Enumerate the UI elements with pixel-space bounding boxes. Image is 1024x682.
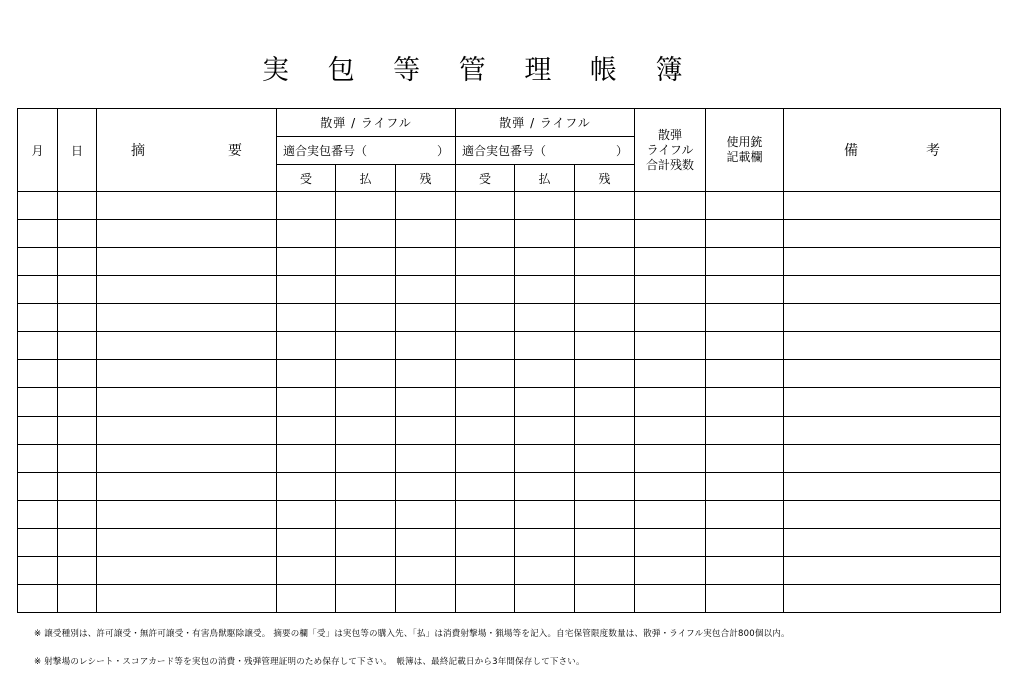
cell-balance-1[interactable] — [396, 444, 456, 472]
table-row — [18, 500, 1001, 528]
cell-remarks[interactable] — [784, 192, 1001, 220]
cell-day[interactable] — [58, 444, 97, 472]
cell-pay-1[interactable] — [336, 472, 396, 500]
cell-balance-1[interactable] — [396, 332, 456, 360]
cell-summary[interactable] — [97, 192, 277, 220]
cell-receive-2[interactable] — [456, 556, 515, 584]
cell-receive-2[interactable] — [456, 332, 515, 360]
cell-pay-1[interactable] — [336, 304, 396, 332]
cell-receive-2[interactable] — [456, 248, 515, 276]
cell-balance-2[interactable] — [575, 416, 635, 444]
table-row — [18, 304, 1001, 332]
cell-balance-1[interactable] — [396, 416, 456, 444]
note-2: ※ 射撃場のレシート・スコアカード等を実包の消費・残弾管理証明のため保存して下さい。 帳簿は、最終記載日から3年間保存して下さい。 — [34, 657, 585, 667]
header-total-remaining: 散弾 ライフル 合計残数 — [635, 109, 706, 192]
cell-gun-used[interactable] — [706, 220, 784, 248]
cell-balance-2[interactable] — [575, 276, 635, 304]
cell-gun-used[interactable] — [706, 556, 784, 584]
cell-gun-used[interactable] — [706, 248, 784, 276]
ledger-title: 実 包 等 管 理 帳 簿 — [262, 55, 698, 86]
cell-balance-1[interactable] — [396, 192, 456, 220]
cell-pay-2[interactable] — [515, 500, 575, 528]
cell-receive-1[interactable] — [277, 360, 336, 388]
cell-remarks[interactable] — [784, 556, 1001, 584]
cell-summary[interactable] — [97, 556, 277, 584]
cell-receive-1[interactable] — [277, 276, 336, 304]
cell-remarks[interactable] — [784, 472, 1001, 500]
table-row — [18, 556, 1001, 584]
cell-receive-2[interactable] — [456, 388, 515, 416]
cell-receive-1[interactable] — [277, 500, 336, 528]
header-receive-2: 受 — [456, 165, 515, 192]
cell-receive-1[interactable] — [277, 584, 336, 612]
cell-total-remaining[interactable] — [635, 360, 706, 388]
cell-gun-used[interactable] — [706, 360, 784, 388]
header-balance-2: 残 — [575, 165, 635, 192]
cell-total-remaining[interactable] — [635, 584, 706, 612]
cell-receive-1[interactable] — [277, 220, 336, 248]
header-summary — [97, 109, 277, 192]
cell-day[interactable] — [58, 500, 97, 528]
cell-balance-1[interactable] — [396, 500, 456, 528]
cell-day[interactable] — [58, 220, 97, 248]
cell-total-remaining[interactable] — [635, 416, 706, 444]
cell-remarks[interactable] — [784, 528, 1001, 556]
cell-pay-1[interactable] — [336, 220, 396, 248]
cell-receive-1[interactable] — [277, 304, 336, 332]
header-group-2: 散弾 / ライフル — [456, 109, 635, 137]
cell-summary[interactable] — [97, 248, 277, 276]
cell-balance-1[interactable] — [396, 360, 456, 388]
compatible-1-label: 適合実包番号（ — [283, 144, 368, 158]
cell-month[interactable] — [18, 248, 58, 276]
header-group-1: 散弾 / ライフル — [277, 109, 456, 137]
header-compatible-2 — [456, 137, 635, 165]
cell-balance-1[interactable] — [396, 584, 456, 612]
cell-pay-1[interactable] — [336, 556, 396, 584]
cell-total-remaining[interactable] — [635, 220, 706, 248]
cell-total-remaining[interactable] — [635, 388, 706, 416]
cell-total-remaining[interactable] — [635, 332, 706, 360]
cell-gun-used[interactable] — [706, 528, 784, 556]
cell-receive-1[interactable] — [277, 192, 336, 220]
cell-gun-used[interactable] — [706, 416, 784, 444]
cell-receive-1[interactable] — [277, 248, 336, 276]
compatible-2-label: 適合実包番号（ — [462, 144, 547, 158]
cell-gun-used[interactable] — [706, 388, 784, 416]
cell-month[interactable] — [18, 444, 58, 472]
cell-day[interactable] — [58, 556, 97, 584]
cell-summary[interactable] — [97, 472, 277, 500]
cell-balance-2[interactable] — [575, 556, 635, 584]
cell-pay-2[interactable] — [515, 220, 575, 248]
cell-month[interactable] — [18, 388, 58, 416]
header-day: 日 — [58, 109, 97, 192]
cell-pay-2[interactable] — [515, 528, 575, 556]
cell-receive-2[interactable] — [456, 276, 515, 304]
cell-receive-1[interactable] — [277, 528, 336, 556]
header-remarks — [784, 109, 1001, 192]
cell-receive-2[interactable] — [456, 500, 515, 528]
cell-month[interactable] — [18, 528, 58, 556]
cell-month[interactable] — [18, 360, 58, 388]
header-compatible-1 — [277, 137, 456, 165]
cell-balance-1[interactable] — [396, 528, 456, 556]
cell-total-remaining[interactable] — [635, 248, 706, 276]
cell-summary[interactable] — [97, 500, 277, 528]
cell-balance-2[interactable] — [575, 332, 635, 360]
table-row — [18, 472, 1001, 500]
cell-pay-2[interactable] — [515, 332, 575, 360]
cell-receive-1[interactable] — [277, 472, 336, 500]
cell-balance-1[interactable] — [396, 304, 456, 332]
header-remarks-right: 考 — [926, 143, 940, 159]
table-row — [18, 192, 1001, 220]
ledger-body — [18, 192, 1001, 613]
cell-receive-2[interactable] — [456, 472, 515, 500]
cell-pay-2[interactable] — [515, 304, 575, 332]
table-row — [18, 276, 1001, 304]
table-row — [18, 360, 1001, 388]
cell-total-remaining[interactable] — [635, 472, 706, 500]
cell-total-remaining[interactable] — [635, 304, 706, 332]
cell-month[interactable] — [18, 304, 58, 332]
cell-receive-2[interactable] — [456, 444, 515, 472]
cell-receive-1[interactable] — [277, 556, 336, 584]
cell-remarks[interactable] — [784, 248, 1001, 276]
cell-balance-1[interactable] — [396, 556, 456, 584]
cell-total-remaining[interactable] — [635, 528, 706, 556]
cell-remarks[interactable] — [784, 584, 1001, 612]
table-row — [18, 332, 1001, 360]
cell-receive-2[interactable] — [456, 528, 515, 556]
header-summary-right: 要 — [228, 143, 242, 159]
cell-pay-1[interactable] — [336, 332, 396, 360]
cell-balance-2[interactable] — [575, 388, 635, 416]
compatible-2-close: ） — [615, 144, 628, 158]
cell-receive-2[interactable] — [456, 360, 515, 388]
cell-month[interactable] — [18, 556, 58, 584]
cell-receive-1[interactable] — [277, 444, 336, 472]
cell-remarks[interactable] — [784, 416, 1001, 444]
note-1: ※ 譲受種別は、許可譲受・無許可譲受・有害鳥獣駆除譲受。 摘要の欄「受」は実包等の購入先、「払」は消費射撃場・猟場等を記入。自宅保管限度数量は、散弾・ライフル実包合計800個以内。 — [34, 629, 790, 639]
table-row — [18, 220, 1001, 248]
cell-total-remaining[interactable] — [635, 500, 706, 528]
header-remarks-left: 備 — [844, 143, 858, 159]
cell-month[interactable] — [18, 584, 58, 612]
cell-pay-2[interactable] — [515, 192, 575, 220]
table-row — [18, 528, 1001, 556]
cell-pay-2[interactable] — [515, 584, 575, 612]
table-row — [18, 584, 1001, 612]
cell-receive-2[interactable] — [456, 192, 515, 220]
cell-balance-2[interactable] — [575, 360, 635, 388]
cell-summary[interactable] — [97, 388, 277, 416]
cell-month[interactable] — [18, 472, 58, 500]
cell-balance-1[interactable] — [396, 472, 456, 500]
header-pay-2: 払 — [515, 165, 575, 192]
cell-summary[interactable] — [97, 416, 277, 444]
cell-pay-1[interactable] — [336, 444, 396, 472]
cell-pay-1[interactable] — [336, 276, 396, 304]
compatible-1-close: ） — [436, 144, 449, 158]
cell-gun-used[interactable] — [706, 584, 784, 612]
cell-day[interactable] — [58, 528, 97, 556]
cell-month[interactable] — [18, 192, 58, 220]
cell-receive-2[interactable] — [456, 304, 515, 332]
cell-receive-1[interactable] — [277, 416, 336, 444]
cell-pay-2[interactable] — [515, 472, 575, 500]
cell-receive-2[interactable] — [456, 416, 515, 444]
cell-gun-used[interactable] — [706, 276, 784, 304]
cell-receive-1[interactable] — [277, 332, 336, 360]
cell-gun-used[interactable] — [706, 500, 784, 528]
cell-balance-1[interactable] — [396, 248, 456, 276]
cell-total-remaining[interactable] — [635, 276, 706, 304]
cell-balance-2[interactable] — [575, 304, 635, 332]
cell-gun-used[interactable] — [706, 304, 784, 332]
cell-month[interactable] — [18, 220, 58, 248]
cell-balance-2[interactable] — [575, 500, 635, 528]
cell-month[interactable] — [18, 332, 58, 360]
cell-gun-used[interactable] — [706, 472, 784, 500]
cell-summary[interactable] — [97, 276, 277, 304]
cell-remarks[interactable] — [784, 388, 1001, 416]
header-receive-1: 受 — [277, 165, 336, 192]
header-gun-used: 使用銃 記載欄 — [706, 109, 784, 192]
cell-pay-2[interactable] — [515, 556, 575, 584]
cell-month[interactable] — [18, 500, 58, 528]
cell-balance-1[interactable] — [396, 276, 456, 304]
cell-summary[interactable] — [97, 304, 277, 332]
cell-pay-2[interactable] — [515, 416, 575, 444]
cell-remarks[interactable] — [784, 500, 1001, 528]
cell-pay-1[interactable] — [336, 192, 396, 220]
cell-day[interactable] — [58, 584, 97, 612]
cell-day[interactable] — [58, 472, 97, 500]
cell-pay-1[interactable] — [336, 500, 396, 528]
cell-balance-2[interactable] — [575, 472, 635, 500]
cell-balance-1[interactable] — [396, 220, 456, 248]
cell-receive-2[interactable] — [456, 220, 515, 248]
cell-gun-used[interactable] — [706, 192, 784, 220]
cell-total-remaining[interactable] — [635, 556, 706, 584]
cell-summary[interactable] — [97, 444, 277, 472]
cell-summary[interactable] — [97, 220, 277, 248]
cell-summary[interactable] — [97, 332, 277, 360]
header-summary-left: 摘 — [131, 143, 145, 159]
table-row — [18, 388, 1001, 416]
ledger-table-container — [17, 108, 1000, 613]
cell-receive-1[interactable] — [277, 388, 336, 416]
cell-pay-1[interactable] — [336, 360, 396, 388]
cell-pay-1[interactable] — [336, 248, 396, 276]
ledger-table — [17, 108, 1001, 613]
cell-balance-1[interactable] — [396, 388, 456, 416]
cell-day[interactable] — [58, 388, 97, 416]
cell-gun-used[interactable] — [706, 332, 784, 360]
cell-day[interactable] — [58, 332, 97, 360]
cell-pay-2[interactable] — [515, 388, 575, 416]
cell-day[interactable] — [58, 276, 97, 304]
cell-balance-2[interactable] — [575, 220, 635, 248]
cell-summary[interactable] — [97, 528, 277, 556]
cell-day[interactable] — [58, 192, 97, 220]
header-balance-1: 残 — [396, 165, 456, 192]
cell-remarks[interactable] — [784, 220, 1001, 248]
table-row — [18, 444, 1001, 472]
cell-remarks[interactable] — [784, 276, 1001, 304]
cell-gun-used[interactable] — [706, 444, 784, 472]
cell-pay-2[interactable] — [515, 444, 575, 472]
cell-remarks[interactable] — [784, 360, 1001, 388]
table-row — [18, 248, 1001, 276]
header-month: 月 — [18, 109, 58, 192]
cell-remarks[interactable] — [784, 304, 1001, 332]
table-row — [18, 416, 1001, 444]
cell-pay-2[interactable] — [515, 360, 575, 388]
cell-day[interactable] — [58, 248, 97, 276]
header-pay-1: 払 — [336, 165, 396, 192]
cell-day[interactable] — [58, 304, 97, 332]
cell-balance-2[interactable] — [575, 584, 635, 612]
cell-day[interactable] — [58, 416, 97, 444]
cell-summary[interactable] — [97, 360, 277, 388]
cell-month[interactable] — [18, 276, 58, 304]
cell-pay-1[interactable] — [336, 584, 396, 612]
cell-pay-2[interactable] — [515, 248, 575, 276]
cell-total-remaining[interactable] — [635, 192, 706, 220]
cell-day[interactable] — [58, 360, 97, 388]
cell-remarks[interactable] — [784, 332, 1001, 360]
cell-balance-2[interactable] — [575, 248, 635, 276]
cell-pay-1[interactable] — [336, 528, 396, 556]
cell-balance-2[interactable] — [575, 444, 635, 472]
cell-pay-2[interactable] — [515, 276, 575, 304]
cell-pay-1[interactable] — [336, 416, 396, 444]
cell-receive-2[interactable] — [456, 584, 515, 612]
cell-balance-2[interactable] — [575, 528, 635, 556]
cell-summary[interactable] — [97, 584, 277, 612]
cell-month[interactable] — [18, 416, 58, 444]
cell-balance-2[interactable] — [575, 192, 635, 220]
cell-total-remaining[interactable] — [635, 444, 706, 472]
cell-pay-1[interactable] — [336, 388, 396, 416]
cell-remarks[interactable] — [784, 444, 1001, 472]
